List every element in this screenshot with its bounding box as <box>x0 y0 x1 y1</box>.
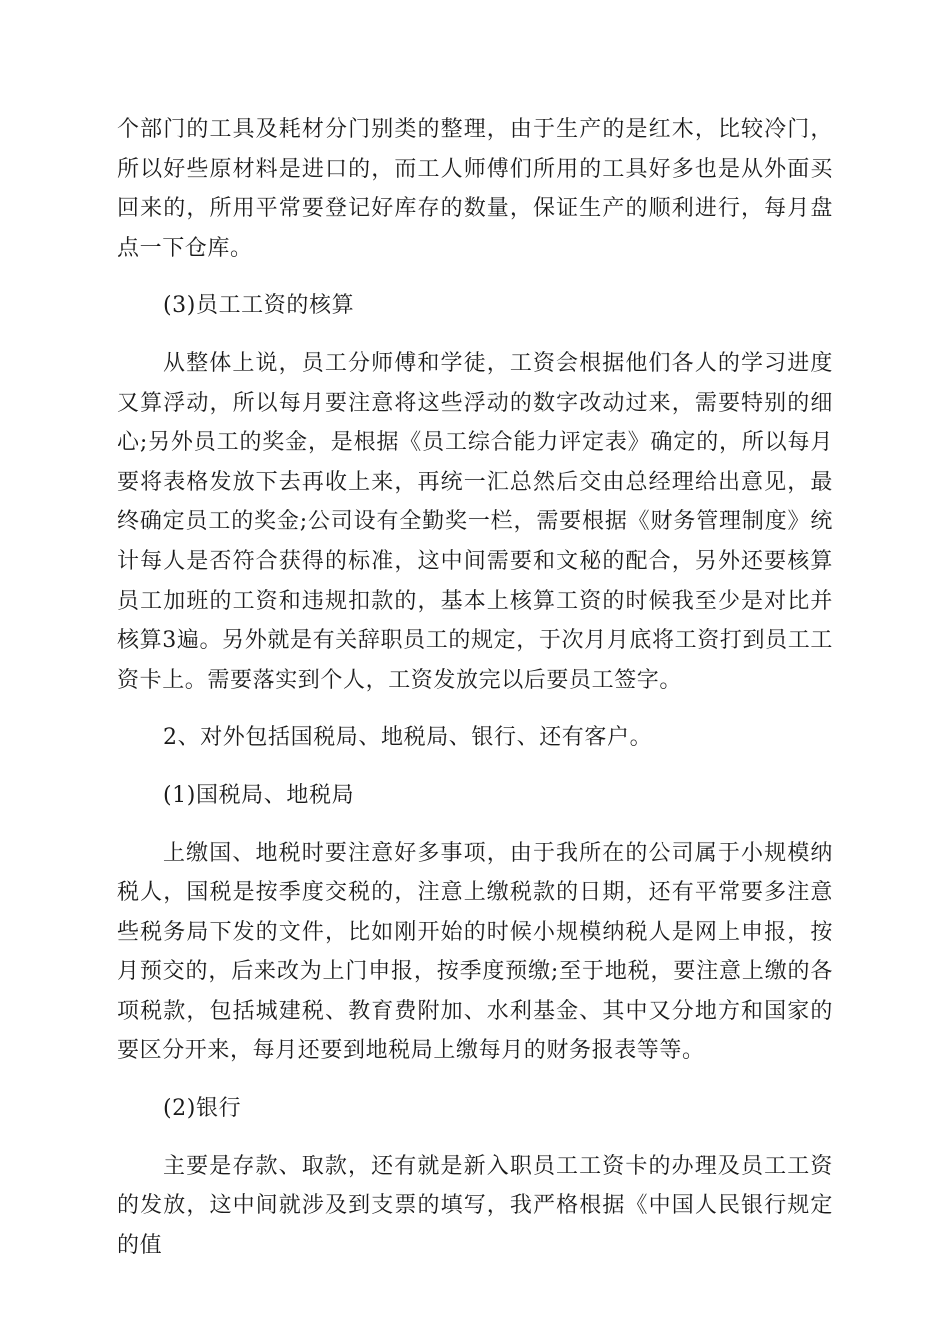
paragraph-bank: 主要是存款、取款，还有就是新入职员工工资卡的办理及员工工资的发放，这中间就涉及到支票的填写，我严格根据《中国人民银行规定的值 <box>117 1153 833 1258</box>
paragraph-salary-accounting: 从整体上说，员工分师傅和学徒，工资会根据他们各人的学习进度又算浮动，所以每月要注意将这些浮动的数字改动过来，需要特别的细心;另外员工的奖金，是根据《员工综合能力评定表》确定的，所以每月要将表格发放下去再收上来，再统一汇总然后交由总经理给出意见，最终确定员工的奖金;公司设有全勤奖一栏，需要根据《财务管理制度》统计每人是否符合获得的标准，这中间需要和文秘的配合，另外还要核算员工加班的工资和违规扣款的，基本上核算工资的时候我至少是对比并核算3遍。另外就是有关辞职员工的规定，于次月月底将工资打到员工工资卡上。需要落实到个人，工资发放完以后要员工签字。 <box>117 350 833 693</box>
heading-tax-bureaus: (1)国税局、地税局 <box>163 782 355 808</box>
heading-salary-accounting: (3)员工工资的核算 <box>163 293 355 319</box>
heading-external-relations: 2、对外包括国税局、地税局、银行、还有客户。 <box>163 725 653 751</box>
paragraph-tax-bureaus: 上缴国、地税时要注意好多事项，由于我所在的公司属于小规模纳税人，国税是按季度交税的，注意上缴税款的日期，还有平常要多注意些税务局下发的文件，比如刚开始的时候小规模纳税人是网上申报，按月预交的，后来改为上门申报，按季度预缴;至于地税，要注意上缴的各项税款，包括城建税、教育费附加、水利基金、其中又分地方和国家的要区分开来，每月还要到地税局上缴每月的财务报表等等。 <box>117 840 833 1064</box>
paragraph-inventory-continuation: 个部门的工具及耗材分门别类的整理，由于生产的是红木，比较冷门，所以好些原材料是进口的，而工人师傅们所用的工具好多也是从外面买回来的，所用平常要登记好库存的数量，保证生产的顺利进行，每月盘点一下仓库。 <box>117 117 833 261</box>
document-body <box>117 110 833 1283</box>
heading-bank: (2)银行 <box>163 1096 242 1122</box>
